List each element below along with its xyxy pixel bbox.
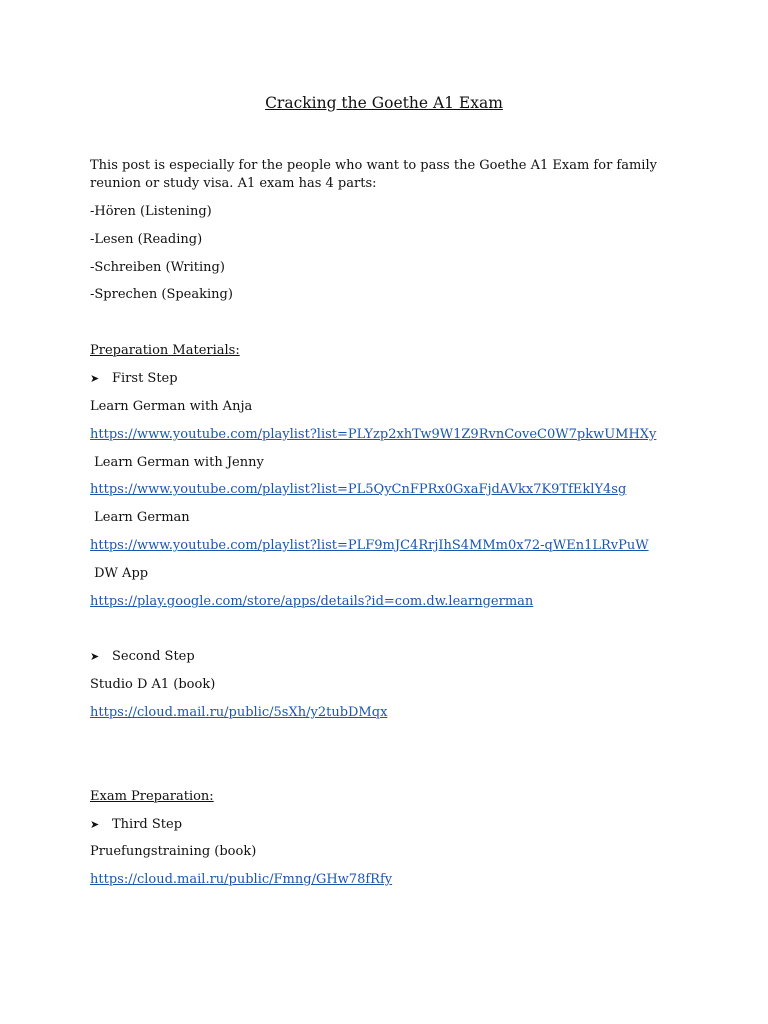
arrow-bullet-icon: ➤ — [90, 818, 100, 831]
step-second — [90, 648, 195, 666]
resource-pruefungstraining-label: Pruefungstraining (book) — [90, 844, 257, 859]
step-second-label: Second Step — [112, 649, 195, 664]
resource-studio-d-link-line — [90, 704, 387, 722]
resource-dw-app-link-line — [90, 593, 533, 611]
resource-dw-app-label: DW App — [90, 566, 149, 581]
step-first — [90, 370, 178, 388]
part-writing: -Schreiben (Writing) — [90, 260, 225, 275]
resource-learn-german-link[interactable]: https://www.youtube.com/playlist?list=PLF9mJC4RrjIhS4MMm0x72-qWEn1LRvPuW — [90, 538, 649, 553]
resource-pruefungstraining-link[interactable]: https://cloud.mail.ru/public/Fmng/GHw78fRfy — [90, 872, 393, 887]
step-third — [90, 816, 182, 834]
resource-pruefungstraining-link-line — [90, 871, 392, 889]
resource-dw-app-link[interactable]: https://play.google.com/store/apps/details?id=com.dw.learngerman — [90, 594, 534, 609]
step-third-label: Third Step — [112, 817, 183, 832]
resource-jenny-link-line — [90, 481, 626, 499]
part-reading: -Lesen (Reading) — [90, 232, 203, 247]
part-speaking: -Sprechen (Speaking) — [90, 287, 233, 302]
exam-preparation-heading: Exam Preparation: — [90, 789, 214, 804]
resource-anja-link-line — [90, 426, 656, 444]
intro-paragraph: This post is especially for the people who want to pass the Goethe A1 Exam for family reunion or study visa. A1 exam has 4 parts: — [90, 158, 657, 191]
step-first-label: First Step — [112, 371, 178, 386]
resource-jenny-link[interactable]: https://www.youtube.com/playlist?list=PL5QyCnFPRx0GxaFjdAVkx7K9TfEklY4sg — [90, 482, 627, 497]
resource-anja-label: Learn German with Anja — [90, 399, 253, 414]
part-listening: -Hören (Listening) — [90, 204, 212, 219]
resource-studio-d-link[interactable]: https://cloud.mail.ru/public/5sXh/y2tubDMqx — [90, 705, 388, 720]
resource-anja-link[interactable]: https://www.youtube.com/playlist?list=PLYzp2xhTw9W1Z9RvnCoveC0W7pkwUMHXy — [90, 427, 657, 442]
resource-learn-german-label: Learn German — [90, 510, 190, 525]
preparation-heading: Preparation Materials: — [90, 343, 240, 358]
arrow-bullet-icon: ➤ — [90, 650, 100, 663]
page-title: Cracking the Goethe A1 Exam — [265, 94, 503, 112]
arrow-bullet-icon: ➤ — [90, 372, 100, 385]
resource-learn-german-link-line — [90, 537, 649, 555]
resource-jenny-label: Learn German with Jenny — [90, 455, 264, 470]
resource-studio-d-label: Studio D A1 (book) — [90, 677, 216, 692]
